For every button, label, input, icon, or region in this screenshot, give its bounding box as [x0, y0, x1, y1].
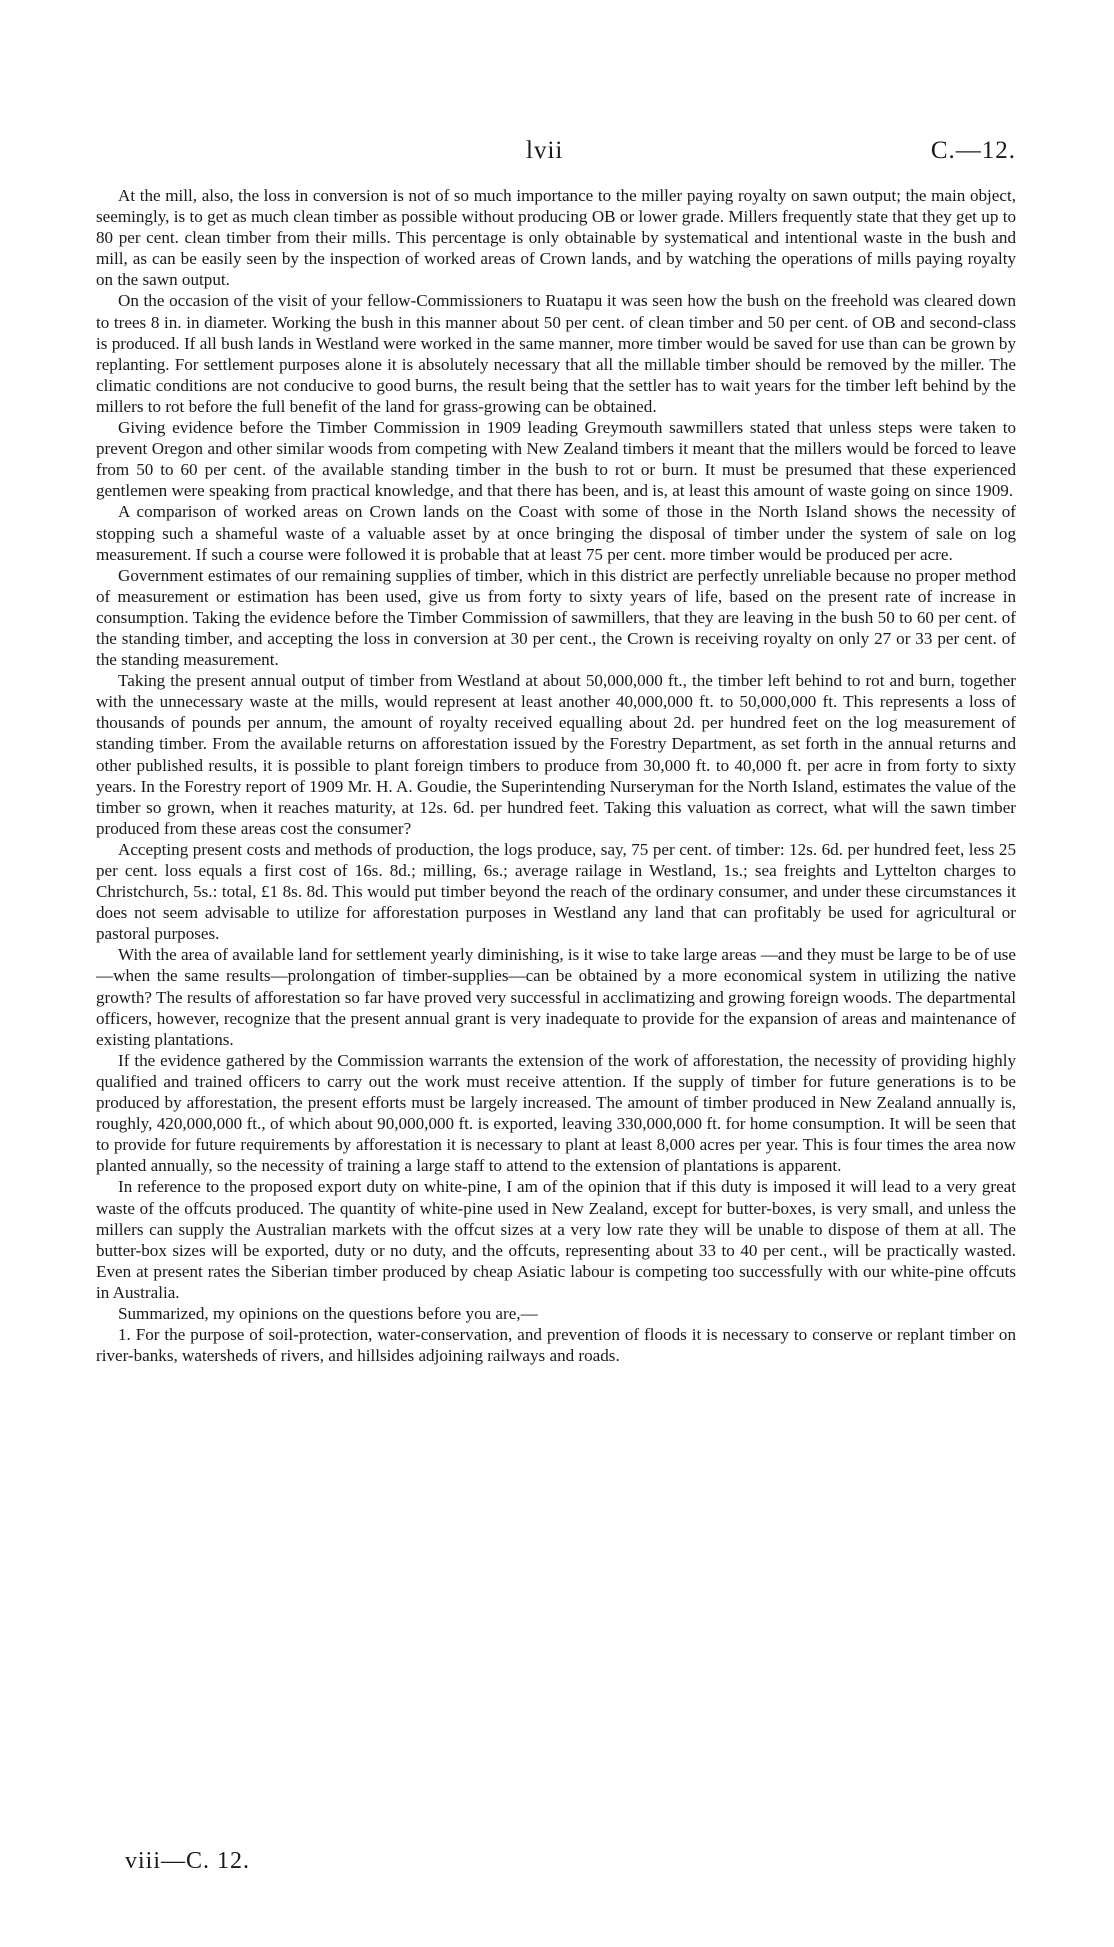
- page-header: [96, 137, 1016, 171]
- paragraph: Taking the present annual output of timber from Westland at about 50,000,000 ft., the timber left behind to rot and burn, together with the unnecessary waste at the mills, would represent at least another 40,000,000 ft. to 50,000,000 ft. This represents a loss of thousands of pounds per annum, the amount of royalty received equalling about 2d. per hundred feet on the log measurement of standing timber. From the available returns on afforestation issued by the Forestry Department, as set forth in the annual returns and other published results, it is possible to plant foreign timbers to produce from 30,000 ft. to 40,000 ft. per acre in from forty to sixty years. In the Forestry report of 1909 Mr. H. A. Goudie, the Superintending Nurseryman for the North Island, estimates the value of the timber so grown, when it reaches maturity, at 12s. 6d. per hundred feet. Taking this valuation as correct, what will the sawn timber produced from these areas cost the consumer?: [96, 671, 1016, 838]
- page-number: lvii: [526, 137, 564, 164]
- paragraph: On the occasion of the visit of your fellow-Commissioners to Ruatapu it was seen how the bush on the freehold was cleared down to trees 8 in. in diameter. Working the bush in this manner about 50 per cent. of clean timber and 50 per cent. of OB and second-class is produced. If all bush lands in Westland were worked in the same manner, more timber would be saved for use than can be grown by replanting. For settlement purposes alone it is absolutely necessary that all the millable timber should be removed by the miller. The climatic conditions are not conducive to good burns, the result being that the settler has to wait years for the timber left behind by the millers to rot before the full benefit of the land for grass-growing can be obtained.: [96, 291, 1016, 416]
- paragraph: A comparison of worked areas on Crown lands on the Coast with some of those in the North Island shows the necessity of stopping such a shameful waste of a valuable asset by at once bringing the disposal of timber under the system of sale on log measurement. If such a course were followed it is probable that at least 75 per cent. more timber would be produced per acre.: [96, 502, 1016, 564]
- body-text: [96, 185, 1016, 1366]
- paragraph: Giving evidence before the Timber Commission in 1909 leading Greymouth sawmillers stated that unless steps were taken to prevent Oregon and other similar woods from competing with New Zealand timbers it meant that the millers would be forced to leave from 50 to 60 per cent. of the available standing timber in the bush to rot or burn. It must be presumed that these experienced gentlemen were speaking from practical knowledge, and that there has been, and is, at least this amount of waste going on since 1909.: [96, 418, 1016, 501]
- paragraph: At the mill, also, the loss in conversion is not of so much importance to the miller paying royalty on sawn output; the main object, seemingly, is to get as much clean timber as possible without producing OB or lower grade. Millers frequently state that they get up to 80 per cent. clean timber from their mills. This percentage is only obtainable by systematical and intentional waste in the bush and mill, as can be easily seen by the inspection of worked areas of Crown lands, and by watching the operations of mills paying royalty on the sawn output.: [96, 186, 1016, 290]
- paragraph: Accepting present costs and methods of production, the logs produce, say, 75 per cent. of timber: 12s. 6d. per hundred feet, less 25 per cent. loss equals a first cost of 16s. 8d.; milling, 6s.; average railage in Westland, 1s.; sea freights and Lyttelton charges to Christchurch, 5s.: total, £1 8s. 8d. This would put timber beyond the reach of the ordinary consumer, and under these circumstances it does not seem advisable to utilize for afforestation purposes in Westland any land that can profitably be used for agricultural or pastoral purposes.: [96, 839, 1016, 944]
- numbered-opinion: 1. For the purpose of soil-protection, water-conservation, and prevention of floods it is necessary to conserve or replant timber on river-banks, watersheds of rivers, and hillsides adjoining railways and roads.: [96, 1325, 1016, 1366]
- paragraph: If the evidence gathered by the Commission warrants the extension of the work of afforestation, the necessity of providing highly qualified and trained officers to carry out the work must receive attention. If the supply of timber for future generations is to be produced by afforestation, the present efforts must be largely increased. The amount of timber produced in New Zealand annually is, roughly, 420,000,000 ft., of which about 90,000,000 ft. is exported, leaving 330,000,000 ft. for home consumption. It will be seen that to provide for future requirements by afforestation it is necessary to plant at least 8,000 acres per year. This is four times the area now planted annually, so the necessity of training a large staff to attend to the extension of plantations is apparent.: [96, 1050, 1016, 1176]
- paragraph: In reference to the proposed export duty on white-pine, I am of the opinion that if this duty is imposed it will lead to a very great waste of the offcuts produced. The quantity of white-pine used in New Zealand, except for butter-boxes, is very small, and unless the millers can supply the Australian markets with the offcut sizes at a very low rate they will be unable to dispose of them at all. The butter-box sizes will be exported, duty or no duty, and the offcuts, representing about 33 to 40 per cent., will be practically wasted. Even at present rates the Siberian timber produced by cheap Asiatic labour is competing too successfully with our white-pine offcuts in Australia.: [96, 1177, 1016, 1302]
- paragraph: Government estimates of our remaining supplies of timber, which in this district are perfectly unreliable because no proper method of measurement or estimation has been used, give us from forty to sixty years of life, based on the present rate of increase in consumption. Taking the evidence before the Timber Commission of sawmillers, that they are leaving in the bush 50 to 60 per cent. of the standing timber, and accepting the loss in conversion at 30 per cent., the Crown is receiving royalty on only 27 or 33 per cent. of the standing measurement.: [96, 565, 1016, 670]
- signature-mark: viii—C. 12.: [125, 1848, 251, 1874]
- summary-intro: Summarized, my opinions on the questions before you are,—: [118, 1303, 538, 1323]
- document-reference: C.—12.: [930, 137, 1016, 164]
- paragraph: With the area of available land for settlement yearly diminishing, is it wise to take large areas —and they must be large to be of use—when the same results—prolongation of timber-supplies—can be obtained by a more economical system in utilizing the native growth? The results of afforestation so far have proved very successful in acclimatizing and growing foreign woods. The departmental officers, however, recognize that the present annual grant is very inadequate to provide for the expansion of areas and maintenance of existing plantations.: [96, 945, 1016, 1049]
